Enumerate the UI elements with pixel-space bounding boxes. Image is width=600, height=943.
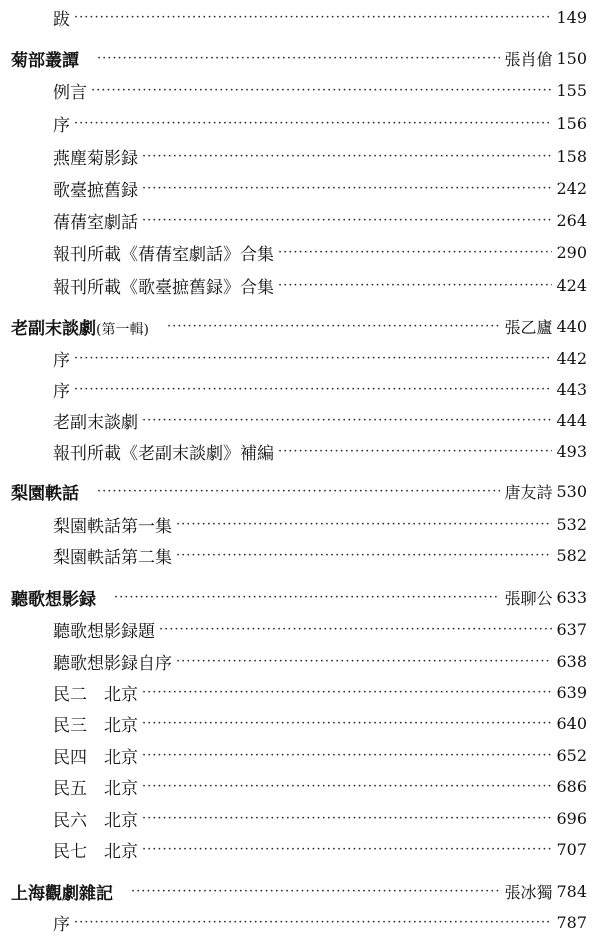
toc-entry-row[interactable] [53, 539, 587, 571]
entry-title: 民五 北京 [53, 778, 138, 799]
page-number: 686 [556, 776, 587, 796]
entry-title: 序 [53, 350, 70, 371]
dot-leader [142, 149, 552, 164]
page-number: 149 [556, 7, 587, 27]
entry-title: 例言 [53, 82, 87, 103]
toc-entry-row[interactable] [53, 342, 587, 374]
dot-leader [97, 484, 500, 499]
page-number: 150 [556, 48, 587, 68]
dot-leader [142, 213, 552, 228]
section-subtitle: (第一輯) [96, 321, 149, 338]
entry-title: 序 [53, 381, 70, 402]
toc-entry-row[interactable] [53, 802, 587, 834]
dot-leader [176, 654, 552, 669]
page-number: 443 [556, 379, 587, 399]
toc-entry-row[interactable] [53, 172, 587, 204]
page-number: 640 [556, 713, 587, 733]
dot-leader [278, 245, 552, 260]
dot-leader [114, 590, 500, 605]
entry-title: 歌臺摭舊録 [53, 180, 138, 201]
toc-entry-row[interactable] [53, 269, 587, 301]
entry-title: 聽歌想影録題 [53, 621, 155, 642]
toc-entry-row[interactable] [53, 613, 587, 645]
dot-leader [167, 319, 501, 334]
page-number: 158 [556, 146, 587, 166]
toc-section-row[interactable] [11, 310, 587, 342]
entry-title: 老副末談劇 [53, 412, 138, 433]
entry-title: 聽歌想影録自序 [53, 653, 172, 674]
dot-leader [159, 622, 552, 637]
page-number: 424 [556, 275, 587, 295]
section-author: 張肖傖 [504, 49, 553, 69]
section-author: 張冰獨 [504, 882, 553, 902]
page-number: 440 [556, 316, 587, 336]
toc-entry-row[interactable] [53, 707, 587, 739]
toc-section-row[interactable] [11, 581, 587, 613]
section-title: 菊部叢譚 [11, 50, 79, 71]
entry-title: 跋 [53, 9, 70, 30]
toc-entry-row[interactable] [53, 676, 587, 708]
page-number: 787 [556, 912, 587, 932]
entry-title: 梨園軼話第二集 [53, 547, 172, 568]
toc-entry-row[interactable] [53, 236, 587, 268]
dot-leader [74, 351, 552, 366]
toc-entry-row[interactable] [53, 645, 587, 677]
page-number: 532 [556, 514, 587, 534]
section-title: 聽歌想影録 [11, 589, 96, 610]
entry-title: 民四 北京 [53, 747, 138, 768]
section-author: 張乙廬 [504, 317, 553, 337]
page-number: 156 [556, 113, 587, 133]
dot-leader [142, 413, 552, 428]
dot-leader [74, 915, 552, 930]
dot-leader [131, 884, 500, 899]
page-number: 652 [556, 745, 587, 765]
entry-title: 序 [53, 115, 70, 136]
entry-title: 民六 北京 [53, 810, 138, 831]
dot-leader [278, 278, 552, 293]
toc-section-row[interactable] [11, 42, 587, 74]
entry-title: 民三 北京 [53, 715, 138, 736]
page-number: 638 [556, 651, 587, 671]
toc-entry-row[interactable] [53, 906, 587, 938]
toc-entry-row[interactable] [53, 770, 587, 802]
section-title: 梨園軼話 [11, 483, 79, 504]
section-title: 上海觀劇雜記 [11, 883, 113, 904]
toc-section-row[interactable] [11, 475, 587, 507]
page-number: 633 [556, 587, 587, 607]
entry-title: 蒨蒨室劇話 [53, 212, 138, 233]
dot-leader [97, 51, 500, 66]
toc-entry-row[interactable] [53, 833, 587, 865]
dot-leader [142, 842, 552, 857]
toc-entry-row[interactable] [53, 404, 587, 436]
dot-leader [142, 779, 552, 794]
page-number: 493 [556, 441, 587, 461]
section-title: 老副末談劇(第一輯) [11, 318, 149, 339]
toc-section-row[interactable] [11, 875, 587, 907]
page-number: 264 [556, 210, 587, 230]
dot-leader [176, 548, 552, 563]
dot-leader [74, 382, 552, 397]
entry-title: 民二 北京 [53, 684, 138, 705]
dot-leader [278, 444, 552, 459]
dot-leader [142, 748, 552, 763]
entry-title: 燕塵菊影録 [53, 148, 138, 169]
toc-entry-row[interactable] [53, 435, 587, 467]
toc-entry-row[interactable] [53, 739, 587, 771]
section-author: 唐友詩 [504, 482, 553, 502]
toc-entry-row[interactable] [53, 373, 587, 405]
toc-entry-row[interactable] [53, 508, 587, 540]
section-author: 張聊公 [504, 588, 553, 608]
page-number: 637 [556, 619, 587, 639]
entry-title: 梨園軼話第一集 [53, 516, 172, 537]
page-number: 242 [556, 178, 587, 198]
page-number: 442 [556, 348, 587, 368]
page-number: 530 [556, 481, 587, 501]
dot-leader [142, 811, 552, 826]
entry-title: 民七 北京 [53, 841, 138, 862]
toc-entry-row[interactable] [53, 74, 587, 106]
page-number: 290 [556, 242, 587, 262]
entry-title: 報刊所載《歌臺摭舊録》合集 [53, 277, 274, 298]
page-number: 444 [556, 410, 587, 430]
page-number: 582 [556, 545, 587, 565]
toc-entry-row[interactable] [53, 204, 587, 236]
dot-leader [142, 716, 552, 731]
dot-leader [176, 517, 552, 532]
entry-title: 序 [53, 914, 70, 935]
dot-leader [91, 83, 552, 98]
dot-leader [142, 685, 552, 700]
toc-entry-row[interactable] [53, 140, 587, 172]
dot-leader [74, 116, 552, 131]
entry-title: 報刊所載《老副末談劇》補編 [53, 443, 274, 464]
dot-leader [142, 181, 552, 196]
page-number: 155 [556, 80, 587, 100]
entry-title: 報刊所載《蒨蒨室劇話》合集 [53, 244, 274, 265]
page-number: 696 [556, 808, 587, 828]
page-number: 639 [556, 682, 587, 702]
page-number: 707 [556, 839, 587, 859]
page-number: 784 [556, 881, 587, 901]
toc-entry-row[interactable] [53, 1, 587, 33]
dot-leader [74, 10, 552, 25]
toc-entry-row[interactable] [53, 107, 587, 139]
